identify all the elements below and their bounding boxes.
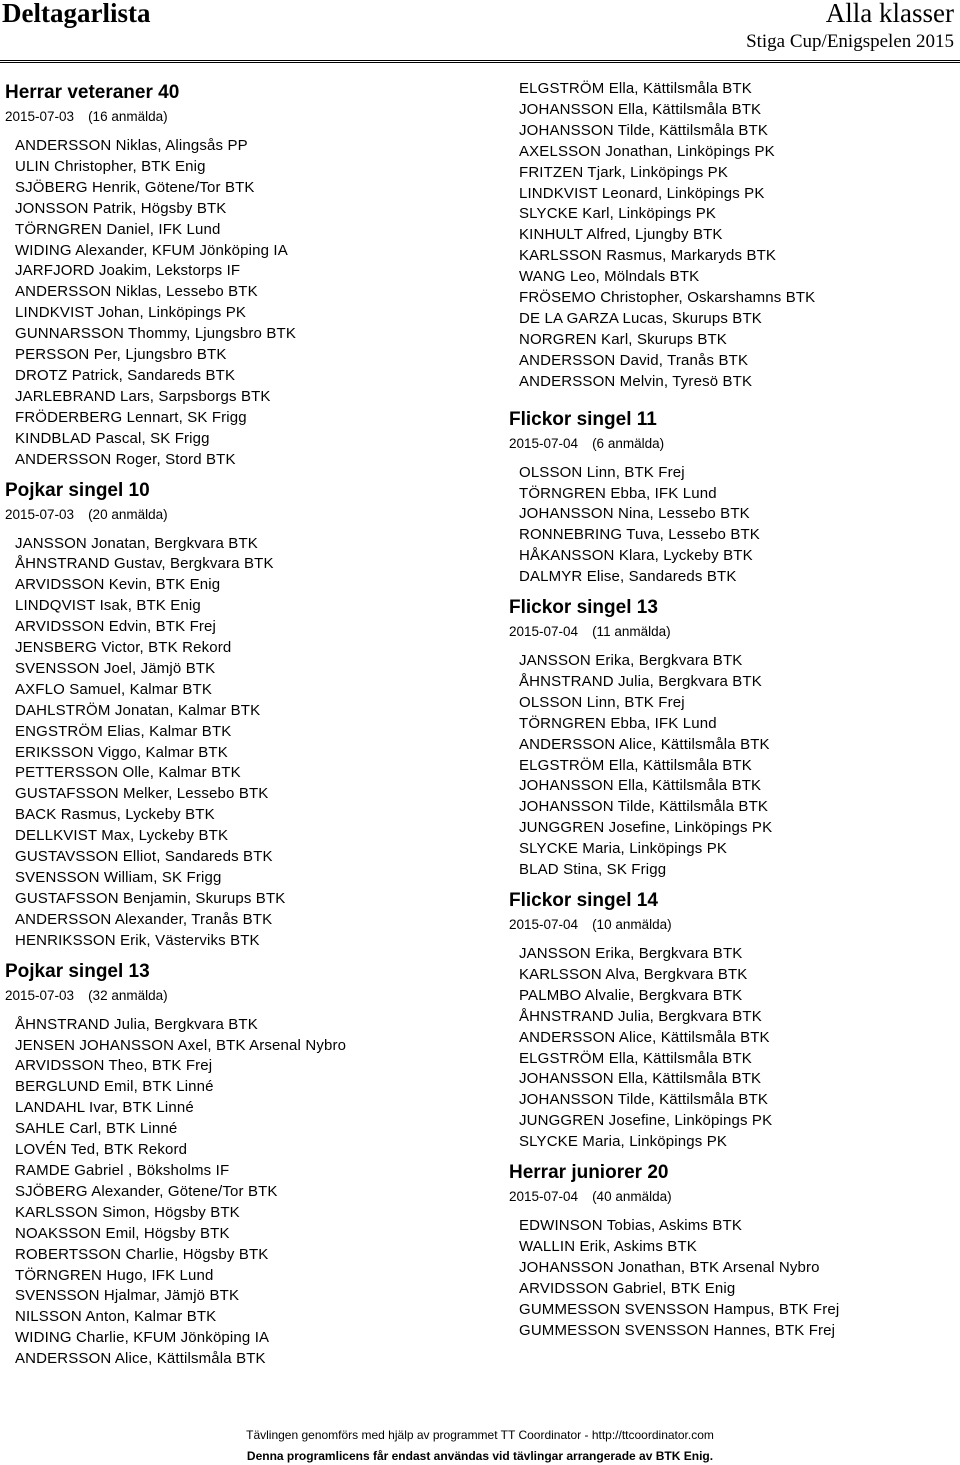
entry-item: JUNGGREN Josefine, Linköpings PK bbox=[519, 819, 773, 837]
class-meta bbox=[509, 621, 954, 643]
entry-item: RONNEBRING Tuva, Lessebo BTK bbox=[519, 526, 760, 544]
entry-item: ELGSTRÖM Ella, Kättilsmåla BTK bbox=[519, 1049, 752, 1067]
entry-item: JOHANSSON Ella, Kättilsmåla BTK bbox=[519, 777, 762, 795]
entry-item: ARVIDSSON Gabriel, BTK Enig bbox=[519, 1279, 736, 1297]
entry-item: HENRIKSSON Erik, Västerviks BTK bbox=[15, 931, 260, 949]
page-title: Deltagarlista bbox=[2, 0, 151, 28]
entry-item: TÖRNGREN Ebba, IFK Lund bbox=[519, 484, 717, 502]
entry-item: LINDKVIST Leonard, Linköpings PK bbox=[519, 184, 765, 202]
class-meta bbox=[509, 914, 954, 936]
entry-item: ANDERSSON Alice, Kättilsmåla BTK bbox=[519, 735, 770, 753]
class-section bbox=[5, 80, 475, 471]
continued-entry-list bbox=[509, 79, 954, 393]
entry-item: SJÖBERG Alexander, Götene/Tor BTK bbox=[15, 1182, 278, 1200]
entry-item: NOAKSSON Emil, Högsby BTK bbox=[15, 1224, 230, 1242]
entry-item: GUMMESSON SVENSSON Hampus, BTK Frej bbox=[519, 1300, 840, 1318]
entry-item: ÅHNSTRAND Gustav, Bergkvara BTK bbox=[15, 555, 274, 573]
entry-item: FRÖDERBERG Lennart, SK Frigg bbox=[15, 408, 247, 426]
entry-item: ROBERTSSON Charlie, Högsby BTK bbox=[15, 1245, 269, 1263]
entry-item: HÅKANSSON Klara, Lyckeby BTK bbox=[519, 547, 753, 565]
entry-item: KARLSSON Rasmus, Markaryds BTK bbox=[519, 247, 777, 265]
entry-item: ARVIDSSON Kevin, BTK Enig bbox=[15, 576, 221, 594]
entry-item: JENSBERG Victor, BTK Rekord bbox=[15, 639, 232, 657]
entry-item: JOHANSSON Tilde, Kättilsmåla BTK bbox=[519, 1091, 769, 1109]
entry-item: ANDERSSON Alexander, Tranås BTK bbox=[15, 910, 273, 928]
class-entry-count: (20 anmälda) bbox=[88, 506, 168, 522]
footer-license-note: Denna programlicens får endast användas vid tävlingar arrangerade av BTK Enig. bbox=[246, 1449, 714, 1463]
entry-item: JARFJORD Joakim, Lekstorps IF bbox=[15, 262, 241, 280]
class-date: 2015-07-03 bbox=[5, 109, 75, 124]
header-right bbox=[746, 0, 954, 54]
entry-item: SVENSSON William, SK Frigg bbox=[15, 869, 222, 886]
entry-item: ULIN Christopher, BTK Enig bbox=[15, 157, 206, 175]
class-date: 2015-07-04 bbox=[509, 1189, 579, 1205]
entry-item: SAHLE Carl, BTK Linné bbox=[15, 1120, 178, 1138]
class-date: 2015-07-04 bbox=[509, 624, 579, 640]
entry-item: PERSSON Per, Ljungsbro BTK bbox=[15, 346, 227, 364]
entry-item: BLAD Stina, SK Frigg bbox=[519, 861, 667, 879]
entry-item: JONSSON Patrik, Högsby BTK bbox=[15, 199, 227, 217]
class-section bbox=[509, 407, 954, 588]
class-meta bbox=[5, 985, 475, 1007]
entry-item: DALMYR Elise, Sandareds BTK bbox=[519, 568, 737, 586]
entry-item: ENGSTRÖM Elias, Kalmar BTK bbox=[15, 722, 232, 740]
entry-item: NILSSON Anton, Kalmar BTK bbox=[15, 1308, 217, 1326]
entry-list bbox=[5, 1015, 475, 1370]
entry-item: ANDERSSON Alice, Kättilsmåla BTK bbox=[519, 1028, 770, 1046]
entry-item: ELGSTRÖM Ella, Kättilsmåla BTK bbox=[519, 756, 752, 774]
entry-item: GUNNARSSON Thommy, Ljungsbro BTK bbox=[15, 325, 296, 343]
class-section bbox=[5, 959, 475, 1370]
entry-item: WANG Leo, Mölndals BTK bbox=[519, 268, 700, 286]
entry-item: DE LA GARZA Lucas, Skurups BTK bbox=[519, 309, 762, 327]
entry-item: ANDERSSON Niklas, Alingsås PP bbox=[15, 137, 248, 154]
entry-item: ELGSTRÖM Ella, Kättilsmåla BTK bbox=[519, 80, 752, 97]
entry-item: JOHANSSON Nina, Lessebo BTK bbox=[519, 505, 750, 523]
entry-item: OLSSON Linn, BTK Frej bbox=[519, 693, 685, 711]
entry-list bbox=[509, 463, 954, 588]
entry-item: ARVIDSSON Theo, BTK Frej bbox=[15, 1057, 213, 1075]
class-title: Herrar juniorer 20 bbox=[509, 1162, 669, 1184]
entry-item: ANDERSSON Niklas, Lessebo BTK bbox=[15, 283, 258, 301]
class-meta bbox=[509, 433, 954, 455]
class-date: 2015-07-04 bbox=[509, 917, 579, 932]
entry-item: LINDKVIST Johan, Linköpings PK bbox=[15, 304, 247, 322]
entry-item: JOHANSSON Tilde, Kättilsmåla BTK bbox=[519, 121, 769, 139]
class-meta bbox=[509, 1186, 954, 1208]
entry-item: WALLIN Erik, Askims BTK bbox=[519, 1237, 697, 1255]
entry-item: JARLEBRAND Lars, Sarpsborgs BTK bbox=[15, 387, 271, 405]
entry-item: JOHANSSON Jonathan, BTK Arsenal Nybro bbox=[519, 1258, 820, 1276]
entry-item: AXFLO Samuel, Kalmar BTK bbox=[15, 680, 212, 698]
class-title: Flickor singel 14 bbox=[509, 890, 658, 911]
class-entry-count: (16 anmälda) bbox=[88, 109, 168, 124]
entry-item: SLYCKE Maria, Linköpings PK bbox=[519, 1133, 728, 1151]
class-section bbox=[509, 1160, 954, 1341]
entry-item: TÖRNGREN Daniel, IFK Lund bbox=[15, 220, 221, 238]
entry-item: ANDERSSON Roger, Stord BTK bbox=[15, 450, 236, 468]
entry-item: GUMMESSON SVENSSON Hannes, BTK Frej bbox=[519, 1321, 836, 1339]
entry-item: ÅHNSTRAND Julia, Bergkvara BTK bbox=[519, 672, 762, 690]
class-section bbox=[509, 888, 954, 1153]
class-date: 2015-07-03 bbox=[5, 506, 75, 522]
entry-item: LINDQVIST Isak, BTK Enig bbox=[15, 597, 201, 615]
left-column bbox=[5, 80, 475, 1377]
class-meta bbox=[5, 504, 475, 526]
class-date: 2015-07-04 bbox=[509, 435, 579, 451]
entry-item: JOHANSSON Ella, Kättilsmåla BTK bbox=[519, 1070, 762, 1088]
entry-item: SLYCKE Maria, Linköpings PK bbox=[519, 840, 728, 858]
entry-item: ÅHNSTRAND Julia, Bergkvara BTK bbox=[15, 1015, 258, 1033]
entry-item: PALMBO Alvalie, Bergkvara BTK bbox=[519, 986, 743, 1004]
entry-item: JOHANSSON Tilde, Kättilsmåla BTK bbox=[519, 798, 769, 816]
entry-item: ARVIDSSON Edvin, BTK Frej bbox=[15, 618, 217, 636]
entry-item: SVENSSON Hjalmar, Jämjö BTK bbox=[15, 1287, 240, 1305]
entry-item: SLYCKE Karl, Linköpings PK bbox=[519, 205, 717, 223]
entry-item: ÅHNSTRAND Julia, Bergkvara BTK bbox=[519, 1007, 762, 1025]
entry-list bbox=[5, 136, 475, 471]
entry-item: AXELSSON Jonathan, Linköpings PK bbox=[519, 142, 775, 160]
entry-item: PETTERSSON Olle, Kalmar BTK bbox=[15, 764, 241, 782]
class-entry-count: (10 anmälda) bbox=[592, 917, 672, 932]
class-title: Pojkar singel 13 bbox=[5, 960, 150, 982]
entry-item: WIDING Charlie, KFUM Jönköping IA bbox=[15, 1329, 270, 1347]
entry-item: JOHANSSON Ella, Kättilsmåla BTK bbox=[519, 100, 762, 118]
entry-item: GUSTAFSSON Benjamin, Skurups BTK bbox=[15, 889, 286, 907]
footer-software-note: Tävlingen genomförs med hjälp av programmet TT Coordinator - http://ttcoordinator.com bbox=[246, 1428, 714, 1442]
class-entry-count: (32 anmälda) bbox=[88, 987, 168, 1003]
entry-item: GUSTAFSSON Melker, Lessebo BTK bbox=[15, 785, 269, 803]
class-entry-count: (6 anmälda) bbox=[592, 435, 665, 451]
entry-item: JANSSON Erika, Bergkvara BTK bbox=[519, 945, 743, 962]
entry-item: ANDERSSON Melvin, Tyresö BTK bbox=[519, 372, 753, 390]
entry-item: NORGREN Karl, Skurups BTK bbox=[519, 330, 727, 348]
entry-item: FRÖSEMO Christopher, Oskarshamns BTK bbox=[519, 289, 816, 307]
entry-item: JUNGGREN Josefine, Linköpings PK bbox=[519, 1112, 773, 1130]
class-filter-label: Alla klasser bbox=[825, 0, 954, 28]
entry-item: EDWINSON Tobias, Askims BTK bbox=[519, 1217, 742, 1235]
class-title: Herrar veteraner 40 bbox=[5, 82, 180, 103]
entry-list bbox=[509, 651, 954, 881]
entry-item: JANSSON Erika, Bergkvara BTK bbox=[519, 652, 743, 670]
entry-item: ERIKSSON Viggo, Kalmar BTK bbox=[15, 743, 228, 761]
class-title: Flickor singel 11 bbox=[509, 408, 657, 430]
entry-item: FRITZEN Tjark, Linköpings PK bbox=[519, 163, 728, 181]
entry-item: DROTZ Patrick, Sandareds BTK bbox=[15, 366, 236, 384]
class-title: Flickor singel 13 bbox=[509, 597, 658, 619]
entry-item: SJÖBERG Henrik, Götene/Tor BTK bbox=[15, 178, 255, 196]
entry-item: KINDBLAD Pascal, SK Frigg bbox=[15, 429, 210, 447]
entry-item: KARLSSON Alva, Bergkvara BTK bbox=[519, 965, 748, 983]
class-title: Pojkar singel 10 bbox=[5, 479, 150, 501]
entry-item: DELLKVIST Max, Lyckeby BTK bbox=[15, 827, 229, 845]
entry-item: JENSEN JOHANSSON Axel, BTK Arsenal Nybro bbox=[15, 1036, 347, 1054]
entry-item: BERGLUND Emil, BTK Linné bbox=[15, 1078, 214, 1096]
class-section bbox=[5, 478, 475, 952]
entry-item: ANDERSSON Alice, Kättilsmåla BTK bbox=[15, 1350, 266, 1368]
class-meta bbox=[5, 106, 475, 128]
entry-item: KINHULT Alfred, Ljungby BTK bbox=[519, 226, 723, 244]
entry-item: TÖRNGREN Ebba, IFK Lund bbox=[519, 714, 717, 732]
class-entry-count: (11 anmälda) bbox=[592, 624, 671, 640]
header-divider bbox=[0, 60, 960, 63]
class-entry-count: (40 anmälda) bbox=[592, 1189, 672, 1205]
entry-item: LANDAHL Ivar, BTK Linné bbox=[15, 1099, 194, 1117]
entry-list bbox=[509, 1216, 954, 1341]
entry-item: JANSSON Jonatan, Bergkvara BTK bbox=[15, 534, 258, 552]
class-date: 2015-07-03 bbox=[5, 987, 75, 1003]
entry-item: RAMDE Gabriel , Böksholms IF bbox=[15, 1161, 230, 1179]
entry-item: DAHLSTRÖM Jonatan, Kalmar BTK bbox=[15, 701, 261, 719]
entry-item: BACK Rasmus, Lyckeby BTK bbox=[15, 806, 215, 824]
entry-item: TÖRNGREN Hugo, IFK Lund bbox=[15, 1266, 214, 1284]
right-column bbox=[509, 79, 954, 1349]
event-name: Stiga Cup/Enigspelen 2015 bbox=[746, 31, 954, 52]
entry-list bbox=[5, 534, 475, 952]
entry-item: KARLSSON Simon, Högsby BTK bbox=[15, 1203, 240, 1221]
class-section bbox=[509, 595, 954, 881]
entry-item: WIDING Alexander, KFUM Jönköping IA bbox=[15, 241, 288, 259]
entry-item: SVENSSON Joel, Jämjö BTK bbox=[15, 659, 216, 677]
entry-item: ANDERSSON David, Tranås BTK bbox=[519, 351, 749, 369]
entry-list bbox=[509, 944, 954, 1153]
entry-item: LOVÉN Ted, BTK Rekord bbox=[15, 1141, 188, 1159]
entry-item: OLSSON Linn, BTK Frej bbox=[519, 463, 685, 481]
entry-item: GUSTAVSSON Elliot, Sandareds BTK bbox=[15, 848, 273, 866]
